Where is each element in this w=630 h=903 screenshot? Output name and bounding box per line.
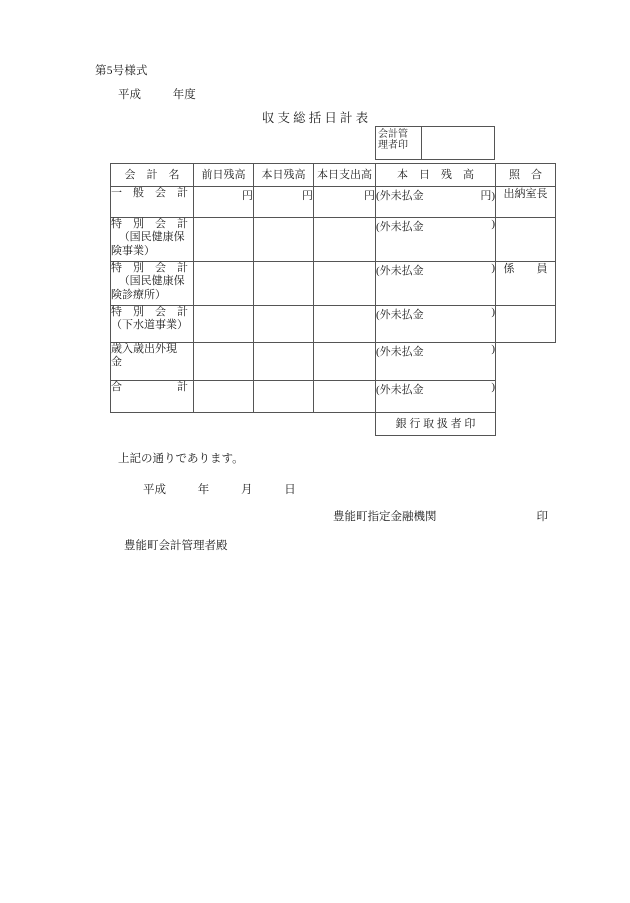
verification-staff-label: 係 員 [496, 262, 556, 306]
bank-seal-filler-2 [194, 413, 254, 436]
row-general-today-remaining[interactable] [376, 187, 496, 218]
row-total-name [111, 381, 194, 413]
row-special-sewer-name-line2: （下水道事業） [111, 319, 188, 332]
row-outside-cash-prev-balance[interactable] [194, 343, 254, 381]
row-special-clinic-today-remaining[interactable] [376, 262, 496, 306]
row-special-sewer-today-balance[interactable] [254, 306, 314, 343]
row-special-clinic-name-line2: （国民健康保 [118, 275, 185, 288]
row-outside-cash-today-balance[interactable] [254, 343, 314, 381]
date-year-label: 年 [197, 484, 210, 496]
row-special-sewer-name [111, 306, 194, 343]
row-total-unpaid-label: (外未払金 [376, 384, 424, 396]
row-outside-cash-today-remaining[interactable] [376, 343, 496, 381]
seal-stamp-area[interactable] [422, 127, 494, 159]
date-day-label: 日 [284, 484, 296, 496]
bank-seal-filler-1 [111, 413, 194, 436]
row-total-today-expenditure[interactable] [314, 381, 376, 413]
row-outside-cash-unpaid-label: (外未払金 [376, 346, 424, 358]
bank-seal-filler-5 [496, 413, 556, 436]
row-total-name-line1: 合 計 [111, 381, 188, 393]
row-special-clinic-name-line3: 険診療所） [111, 288, 166, 301]
row-special-insurance-today-remaining[interactable] [376, 218, 496, 262]
row-outside-cash-unpaid-close: ) [491, 343, 495, 355]
row-total-prev-balance[interactable] [194, 381, 254, 413]
header-today-balance: 本日残高 [254, 164, 314, 187]
row-special-sewer-today-remaining[interactable] [376, 306, 496, 343]
header-today-remaining: 本 日 残 高 [376, 164, 496, 187]
table-header-row [111, 164, 556, 187]
row-general-today-balance[interactable]: 円 [254, 187, 314, 218]
fiscal-year-line [118, 86, 196, 102]
row-general-name [111, 187, 194, 218]
row-special-insurance-name-line2: （国民健康保 [118, 231, 185, 244]
row-general-today-expenditure[interactable]: 円 [314, 187, 376, 218]
table-row [111, 343, 556, 381]
bank-seal-filler-3 [254, 413, 314, 436]
row-special-insurance-today-balance[interactable] [254, 218, 314, 262]
date-line [143, 481, 296, 497]
header-verification: 照 合 [496, 164, 556, 187]
fiscal-year-prefix: 平成 [118, 89, 141, 101]
designated-bank-name: 豊能町指定金融機関 [333, 511, 437, 523]
summary-table [110, 163, 556, 436]
row-special-insurance-today-expenditure[interactable] [314, 218, 376, 262]
row-special-sewer-today-expenditure[interactable] [314, 306, 376, 343]
verification-filler-1 [496, 343, 556, 381]
bank-seal-row [111, 413, 556, 436]
header-today-expenditure: 本日支出高 [314, 164, 376, 187]
verification-chief-label: 出納室長 [496, 187, 556, 218]
row-special-insurance-unpaid-close: ) [491, 218, 495, 230]
page-title: 収 支 総 括 日 計 表 [261, 111, 369, 125]
header-account-name: 会 計 名 [111, 164, 194, 187]
row-special-sewer-unpaid-label: (外未払金 [376, 309, 424, 321]
row-general-unpaid-close: 円) [480, 190, 495, 202]
bank-seal-filler-4 [314, 413, 376, 436]
row-outside-cash-name-line1: 歳入歳出外現 [111, 343, 177, 355]
seal-label-line2: 理者印 [378, 140, 408, 152]
fiscal-year-suffix: 年度 [172, 89, 196, 101]
row-special-clinic-unpaid-label: (外未払金 [376, 265, 424, 277]
table-row [111, 381, 556, 413]
table-row [111, 187, 556, 218]
row-total-today-remaining[interactable] [376, 381, 496, 413]
row-total-unpaid-close: ) [491, 381, 495, 393]
row-special-clinic-today-expenditure[interactable] [314, 262, 376, 306]
verification-filler-2 [496, 381, 556, 413]
row-special-clinic-unpaid-close: ) [491, 262, 495, 274]
bank-handler-seal-label: 銀 行 取 扱 者 印 [376, 413, 496, 436]
row-general-name-line1: 一 般 会 計 [111, 187, 188, 199]
row-special-insurance-name [111, 218, 194, 262]
designated-bank-line [333, 508, 548, 524]
row-special-insurance-prev-balance[interactable] [194, 218, 254, 262]
verification-staff-value[interactable] [496, 306, 556, 343]
row-special-sewer-unpaid-close: ) [491, 306, 495, 318]
row-outside-cash-today-expenditure[interactable] [314, 343, 376, 381]
addressee-text: 豊能町会計管理者殿 [124, 540, 228, 552]
table-row [111, 306, 556, 343]
row-special-clinic-prev-balance[interactable] [194, 262, 254, 306]
row-general-prev-balance[interactable]: 円 [194, 187, 254, 218]
row-special-clinic-today-balance[interactable] [254, 262, 314, 306]
row-outside-cash-name [111, 343, 194, 381]
accounting-manager-seal-box [375, 126, 495, 160]
header-prev-balance: 前日残高 [194, 164, 254, 187]
row-special-clinic-name-line1: 特 別 会 計 [111, 262, 188, 274]
form-number: 第5号様式 [95, 65, 148, 77]
table-row [111, 218, 556, 262]
seal-label-line1: 会計管 [378, 129, 408, 140]
seal-box-label [376, 127, 422, 159]
date-month-label: 月 [241, 484, 253, 496]
verification-chief-value[interactable] [496, 218, 556, 262]
row-special-sewer-name-line1: 特 別 会 計 [111, 306, 188, 318]
row-general-unpaid-label: (外未払金 [376, 190, 424, 202]
table-row [111, 262, 556, 306]
bank-seal-mark[interactable]: 印 [536, 511, 548, 523]
row-special-sewer-prev-balance[interactable] [194, 306, 254, 343]
row-special-insurance-unpaid-label: (外未払金 [376, 221, 424, 233]
row-special-insurance-name-line3: 険事業） [111, 244, 155, 257]
row-special-clinic-name [111, 262, 194, 306]
date-era-prefix: 平成 [143, 484, 166, 496]
row-total-today-balance[interactable] [254, 381, 314, 413]
statement-text: 上記の通りであります。 [118, 453, 244, 465]
row-special-insurance-name-line1: 特 別 会 計 [111, 218, 188, 230]
row-outside-cash-name-line2: 金 [111, 356, 122, 369]
